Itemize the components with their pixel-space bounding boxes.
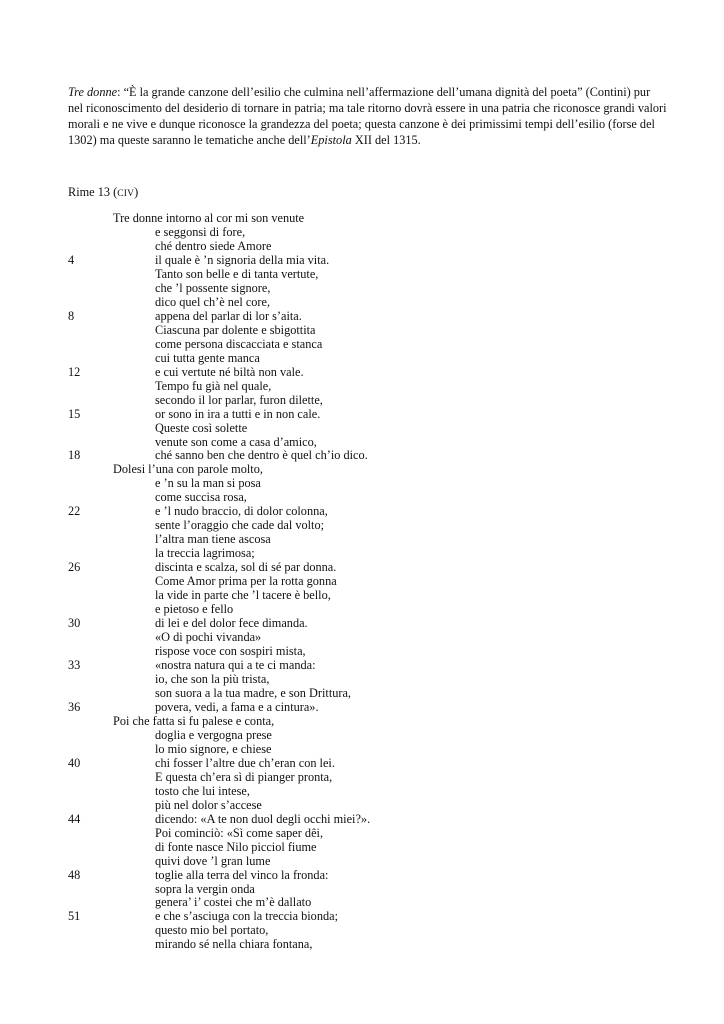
poem-line	[68, 742, 668, 756]
intro-paragraph	[68, 84, 668, 148]
line-text: Tre donne intorno al cor mi son venute	[113, 211, 305, 225]
line-text: appena del parlar di lor s’aita.	[155, 308, 302, 323]
line-text: discinta e scalza, sol di sé par donna.	[155, 560, 337, 575]
line-number: 8	[68, 308, 75, 323]
poem-line	[68, 658, 668, 672]
poem-line	[68, 490, 668, 504]
line-text: e ’l nudo braccio, di dolor colonna,	[155, 504, 328, 519]
intro-epistola: Epistola	[310, 133, 352, 147]
poem-line	[68, 798, 668, 812]
line-number: 33	[68, 658, 81, 672]
line-number: 22	[68, 504, 81, 519]
line-text: venute son come a casa d’amico,	[155, 434, 317, 449]
poem-line	[68, 854, 668, 868]
poem-line	[68, 365, 668, 379]
poem-line	[68, 448, 668, 462]
poem-line	[68, 756, 668, 770]
line-number: 44	[68, 811, 81, 826]
line-text: lo mio signore, e chiese	[155, 741, 272, 756]
line-text: dicendo: «A te non duol degli occhi miei?».	[155, 811, 371, 826]
line-text: l’altra man tiene ascosa	[155, 532, 271, 547]
line-text: E questa ch’era sì di pianger pronta,	[155, 769, 333, 784]
poem-line	[68, 323, 668, 337]
poem-line	[68, 225, 668, 239]
line-text: rispose voce con sospiri mista,	[155, 644, 306, 659]
poem-line	[68, 923, 668, 937]
line-number: 30	[68, 616, 81, 631]
line-text: la vide in parte che ’l tacere è bello,	[155, 588, 331, 603]
poem-line	[68, 337, 668, 351]
line-text: cui tutta gente manca	[155, 350, 260, 365]
line-text: ché sanno ben che dentro è quel ch’io dico.	[155, 448, 368, 463]
poem-line	[68, 407, 668, 421]
poem-heading-label: Rime 13 (	[68, 185, 118, 199]
poem-line	[68, 504, 668, 518]
poem-line	[68, 672, 668, 686]
line-text: povera, vedi, a fama e a cintura».	[155, 699, 319, 714]
line-text: di lei e del dolor fece dimanda.	[155, 616, 308, 631]
poem-line	[68, 840, 668, 854]
line-text: Ciascuna par dolente e sbigottita	[155, 322, 316, 337]
poem-line	[68, 588, 668, 602]
poem-line	[68, 812, 668, 826]
poem-line	[68, 882, 668, 896]
line-text: dico quel ch’è nel core,	[155, 294, 271, 309]
line-text: di fonte nasce Nilo picciol fiume	[155, 839, 317, 854]
line-text: come succisa rosa,	[155, 490, 247, 505]
poem-line	[68, 546, 668, 560]
line-text: sopra la vergin onda	[155, 881, 255, 896]
poem-line	[68, 379, 668, 393]
poem-lines	[68, 211, 668, 951]
line-text: Come Amor prima per la rotta gonna	[155, 574, 337, 589]
line-text: secondo il lor parlar, furon dilette,	[155, 392, 323, 407]
poem-line	[68, 602, 668, 616]
poem-line	[68, 309, 668, 323]
line-text: Poi che fatta si fu palese e conta,	[113, 713, 275, 728]
poem-line	[68, 393, 668, 407]
line-text: questo mio bel portato,	[155, 923, 269, 938]
poem-line	[68, 253, 668, 267]
poem-line	[68, 895, 668, 909]
line-number: 18	[68, 448, 81, 463]
line-text: genera’ i’ costei che m’è dallato	[155, 895, 312, 910]
poem-heading	[68, 184, 138, 202]
poem-line	[68, 784, 668, 798]
poem-line	[68, 826, 668, 840]
line-number: 51	[68, 909, 81, 924]
line-text: come persona discacciata e stanca	[155, 336, 323, 351]
poem-heading-close: )	[134, 185, 139, 199]
line-number: 12	[68, 364, 81, 379]
line-text: mirando sé nella chiara fontana,	[155, 937, 313, 952]
line-text: e pietoso e fello	[155, 602, 234, 617]
poem-line	[68, 532, 668, 546]
poem-line	[68, 770, 668, 784]
line-text: la treccia lagrimosa;	[155, 546, 255, 561]
line-text: «O di pochi vivanda»	[155, 630, 262, 645]
line-number: 36	[68, 699, 81, 714]
line-text: e che s’asciuga con la treccia bionda;	[155, 909, 338, 924]
line-text: più nel dolor s’accese	[155, 797, 262, 812]
poem-line	[68, 518, 668, 532]
line-text: ché dentro siede Amore	[155, 238, 272, 253]
line-number: 48	[68, 867, 81, 882]
line-number: 4	[68, 252, 75, 267]
line-text: toglie alla terra del vinco la fronda:	[155, 867, 329, 882]
line-text: son suora a la tua madre, e son Drittura,	[155, 685, 352, 700]
poem-line	[68, 351, 668, 365]
poem-line	[68, 686, 668, 700]
line-number: 40	[68, 755, 81, 770]
line-text: Tanto son belle e di tanta vertute,	[155, 266, 319, 281]
poem-line	[68, 728, 668, 742]
poem-line	[68, 421, 668, 435]
poem-line	[68, 239, 668, 253]
line-text: il quale è ’n signoria della mia vita.	[155, 252, 330, 267]
intro-end: XII del 1315.	[351, 133, 421, 147]
line-text: doglia e vergogna prese	[155, 727, 272, 742]
line-text: or sono in ira a tutti e in non cale.	[155, 406, 321, 421]
intro-title: Tre donne	[68, 85, 118, 99]
line-text: quivi dove ’l gran lume	[155, 853, 271, 868]
line-text: e ’n su la man si posa	[155, 476, 261, 491]
line-text: Tempo fu già nel quale,	[155, 378, 272, 393]
poem-line	[68, 435, 668, 449]
poem-line	[68, 574, 668, 588]
poem-line	[68, 909, 668, 923]
poem-line	[68, 295, 668, 309]
line-number: 15	[68, 406, 81, 421]
line-text: sente l’oraggio che cade dal volto;	[155, 518, 325, 533]
poem-line	[68, 616, 668, 630]
poem-line	[68, 211, 668, 225]
line-text: che ’l possente signore,	[155, 280, 271, 295]
line-text: Poi cominciò: «Sì come saper dêi,	[155, 825, 324, 840]
poem-line	[68, 476, 668, 490]
line-number: 26	[68, 560, 81, 575]
line-text: Queste così solette	[155, 420, 248, 435]
poem-line	[68, 560, 668, 574]
poem-line	[68, 644, 668, 658]
line-text: tosto che lui intese,	[155, 783, 250, 798]
poem-heading-numeral: CIV	[117, 189, 135, 199]
line-text: io, che son la più trista,	[155, 671, 270, 686]
line-text: «nostra natura qui a te ci manda:	[155, 658, 316, 672]
poem-line	[68, 868, 668, 882]
intro-body: : “È la grande canzone dell’esilio che culmina nell’affermazione dell’umana dignità del poeta” (Contini) pur nel riconoscimento del desiderio di tornare in patria; ma tale ritorno dovrà essere in una patria che riconosce grandi valori morali e ne vive e dunque riconosce la grandezza del poeta; questa canzone è dei primissimi tempi dell’esilio (forse del 1302) ma queste saranno le tematiche anche dell’	[68, 85, 667, 147]
poem-line	[68, 281, 668, 295]
line-text: chi fosser l’altre due ch’eran con lei.	[155, 755, 335, 770]
poem-line	[68, 267, 668, 281]
poem-line	[68, 700, 668, 714]
poem-line	[68, 630, 668, 644]
poem-line	[68, 714, 668, 728]
poem-line	[68, 462, 668, 476]
poem-line	[68, 937, 668, 951]
line-text: e cui vertute né biltà non vale.	[155, 364, 304, 379]
line-text: e seggonsi di fore,	[155, 224, 246, 239]
line-text: Dolesi l’una con parole molto,	[113, 462, 263, 477]
